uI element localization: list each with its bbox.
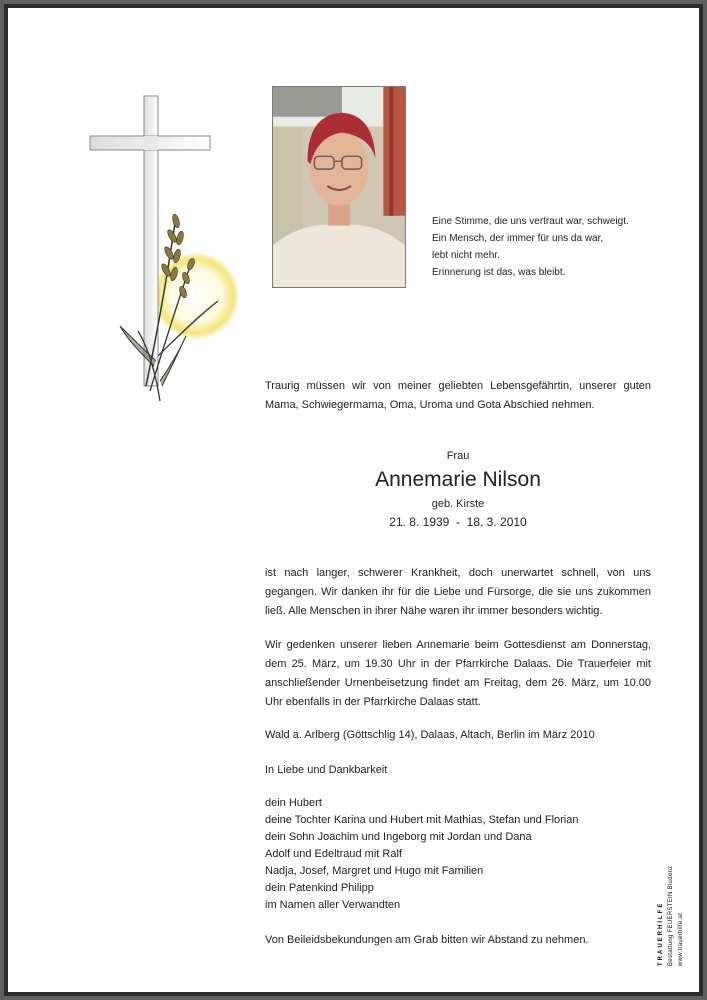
mourner: im Namen aller Verwandten xyxy=(265,899,401,911)
poem-line: Ein Mensch, der immer für uns da war, xyxy=(432,233,604,244)
undertaker-line1: Bestattung FEUERSTEIN Bludenz xyxy=(668,865,674,966)
cross-wheat-sun-icon xyxy=(58,86,258,416)
mourner: deine Tochter Karina und Hubert mit Mathias, Stefan und Florian xyxy=(265,814,579,826)
condolence-request: Von Beileidsbekundungen am Grab bitten wir Abstand zu nehmen. xyxy=(265,934,589,946)
birth-name: geb. Kirste xyxy=(431,498,485,510)
mourners-list xyxy=(265,795,578,914)
poem-line: Eine Stimme, die uns vertraut war, schweigt. xyxy=(432,216,629,227)
life-dates: 21. 8. 1939 - 18. 3. 2010 xyxy=(389,515,527,529)
illness-paragraph: ist nach langer, schwerer Krankheit, doch unerwartet schnell, von uns gegangen. Wir danken ihr für die Liebe und Fürsorge, die sie uns zukommen ließ. Alle Menschen in ihrer Nähe waren ihr immer besonders wichtig. xyxy=(265,567,651,617)
closing-line: In Liebe und Dankbarkeit xyxy=(265,764,388,776)
mourner: dein Patenkind Philipp xyxy=(265,882,374,894)
place-date: Wald a. Arlberg (Göttschlig 14), Dalaas, Altach, Berlin im März 2010 xyxy=(265,729,595,741)
intro-text: Traurig müssen wir von meiner geliebten Lebensgefährtin, unserer guten Mama, Schwiegermama, Oma, Uroma und Gota Abschied nehmen. xyxy=(265,380,651,411)
mourner: dein Hubert xyxy=(265,797,322,809)
mourner: dein Sohn Joachim und Ingeborg mit Jordan und Dana xyxy=(265,831,532,843)
poem-line: lebt nicht mehr. xyxy=(432,250,500,261)
poem xyxy=(432,213,672,281)
portrait-photo xyxy=(272,86,406,288)
obituary-card xyxy=(8,8,699,992)
mourner: Nadja, Josef, Margret und Hugo mit Familien xyxy=(265,865,484,877)
deceased-name: Annemarie Nilson xyxy=(375,468,541,491)
undertaker-logo xyxy=(656,865,690,968)
salutation: Frau xyxy=(446,450,470,462)
service-paragraph: Wir gedenken unserer lieben Annemarie beim Gottesdienst am Donnerstag, dem 25. März, um 19.30 Uhr in der Pfarrkirche Dalaas. Die Trauerfeier mit anschließender Urnenbeisetzung findet am Freitag, dem 26. März, um 10.00 Uhr ebenfalls in der Pfarrkirche Dalaas statt. xyxy=(265,639,651,708)
undertaker-brand: TRAUERHILFE xyxy=(658,901,664,966)
poem-line: Erinnerung ist das, was bleibt. xyxy=(432,267,566,278)
mourner: Adolf und Edeltraud mit Ralf xyxy=(265,848,402,860)
undertaker-line2: www.trauerhilfe.at xyxy=(678,912,684,966)
